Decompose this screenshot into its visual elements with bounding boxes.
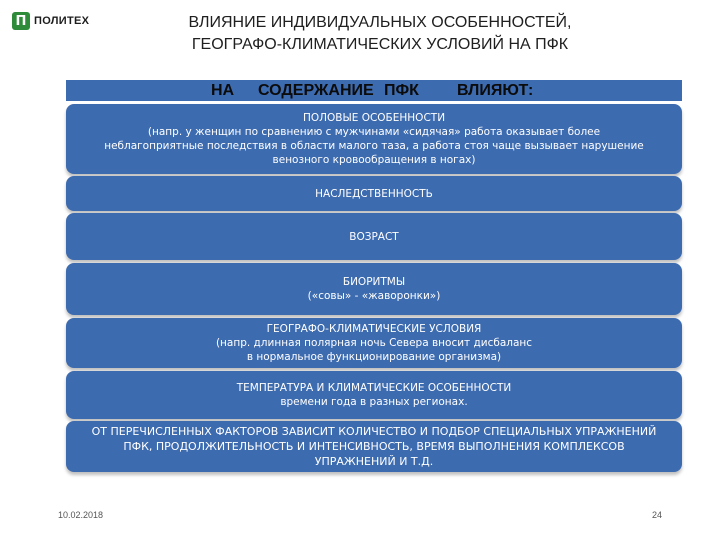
banner-word-3: ПФК (384, 81, 419, 99)
page-number: 24 (652, 510, 663, 520)
banner-word-4: ВЛИЯЮТ: (457, 81, 534, 99)
factor-box-temperature (66, 371, 682, 419)
factor-line: БИОРИТМЫ (342, 276, 406, 288)
factor-line: НАСЛЕДСТВЕННОСТЬ (315, 187, 433, 200)
factor-box-biorhythms (66, 263, 682, 315)
factor-line: венозного кровообращения в ногах) (272, 154, 476, 166)
title-line-2: ГЕОГРАФО-КЛИМАТИЧЕСКИХ УСЛОВИЙ НА ПФК (191, 36, 569, 53)
conclusion-line: ПФК, ПРОДОЛЖИТЕЛЬНОСТЬ И ИНТЕНСИВНОСТЬ, ВРЕМЯ ВЫПОЛНЕНИЯ КОМПЛЕКСОВ (123, 440, 625, 453)
conclusion-box (66, 421, 682, 472)
factor-box-age (66, 213, 682, 260)
factor-line: ВОЗРАСТ (349, 230, 399, 243)
factor-box-heredity (66, 176, 682, 211)
banner-word-1: НА (211, 81, 235, 99)
conclusion-line: ОТ ПЕРЕЧИСЛЕННЫХ ФАКТОРОВ ЗАВИСИТ КОЛИЧЕСТВО И ПОДБОР СПЕЦИАЛЬНЫХ УПРАЖНЕНИЙ (91, 425, 657, 438)
factor-box-sex (66, 104, 682, 174)
factor-line: неблагоприятные последствия в области малого таза, а работа стоя чаще вызывает нарушение (104, 140, 644, 152)
factor-box-climate (66, 318, 682, 368)
factor-line: времени года в разных регионах. (280, 396, 468, 408)
factor-line: (напр. длинная полярная ночь Севера вносит дисбаланс (215, 337, 533, 349)
factor-line: в нормальное функционирование организма) (246, 351, 502, 363)
logo-text: ПОЛИТЕХ (34, 15, 90, 27)
logo-icon: П (12, 12, 30, 30)
conclusion-line: УПРАЖНЕНИЙ И Т.Д. (314, 455, 434, 468)
factor-line: (напр. у женщин по сравнению с мужчинами «сидячая» работа оказывает более (147, 126, 601, 138)
section-banner (66, 80, 682, 101)
factor-line: («совы» - «жаворонки») (307, 290, 441, 302)
factor-line: ГЕОГРАФО-КЛИМАТИЧЕСКИЕ УСЛОВИЯ (266, 323, 482, 335)
page-title (150, 12, 610, 56)
factor-line: ПОЛОВЫЕ ОСОБЕННОСТИ (302, 112, 446, 124)
factor-line: ТЕМПЕРАТУРА И КЛИМАТИЧЕСКИЕ ОСОБЕННОСТИ (236, 382, 512, 394)
title-line-1: ВЛИЯНИЕ ИНДИВИДУАЛЬНЫХ ОСОБЕННОСТЕЙ, (188, 14, 572, 31)
logo (12, 12, 89, 30)
banner-word-2: СОДЕРЖАНИЕ (258, 81, 374, 99)
footer-date: 10.02.2018 (58, 510, 104, 520)
